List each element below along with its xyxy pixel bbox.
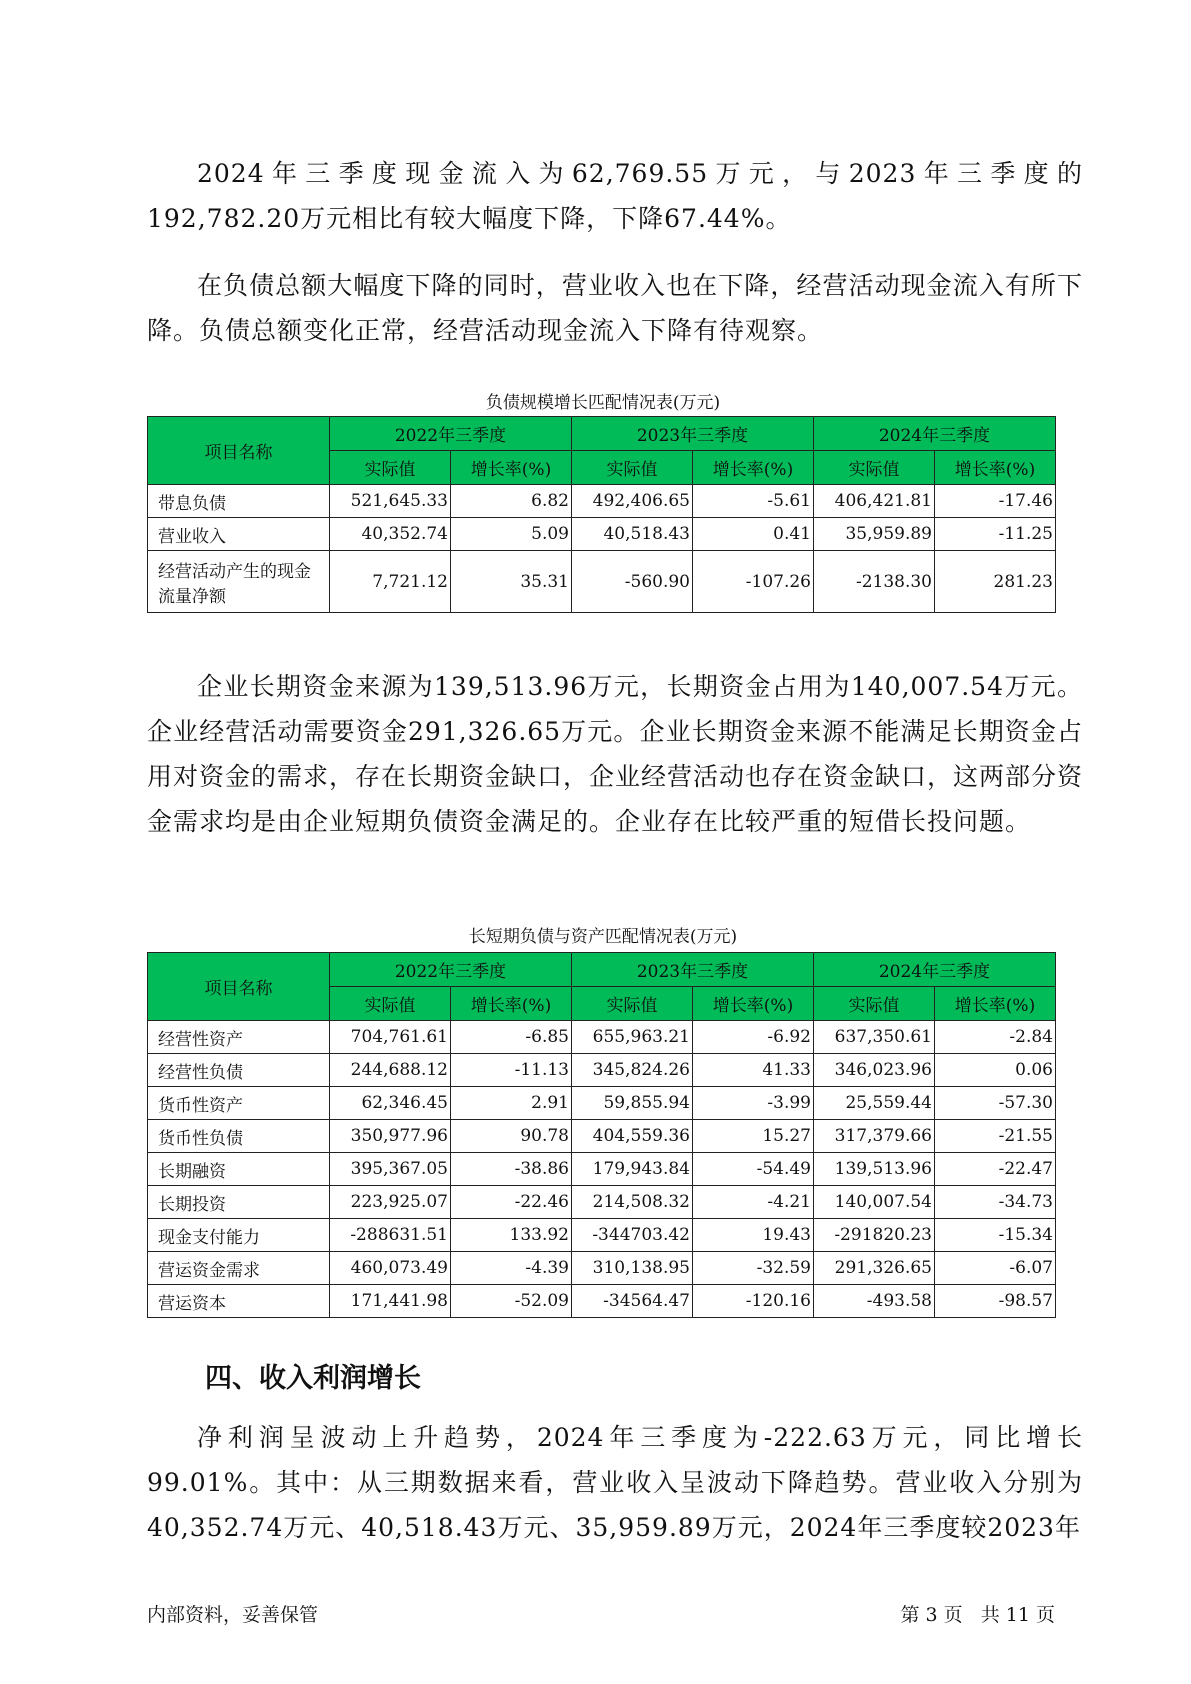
header-growth: 增长率(%) <box>935 451 1056 485</box>
actual-value-cell: 350,977.96 <box>330 1120 451 1153</box>
actual-value-cell: 655,963.21 <box>572 1021 693 1054</box>
actual-value-cell: 521,645.33 <box>330 485 451 518</box>
actual-value-cell: 346,023.96 <box>814 1054 935 1087</box>
long-short-term-match-table <box>147 952 1056 1318</box>
actual-value-cell: -291820.23 <box>814 1219 935 1252</box>
table-row <box>148 1153 1056 1186</box>
growth-rate-cell: -98.57 <box>935 1285 1056 1318</box>
actual-value-cell: 460,073.49 <box>330 1252 451 1285</box>
actual-value-cell: 317,379.66 <box>814 1120 935 1153</box>
header-growth: 增长率(%) <box>935 987 1056 1021</box>
actual-value-cell: 40,352.74 <box>330 518 451 551</box>
actual-value-cell: 310,138.95 <box>572 1252 693 1285</box>
actual-value-cell: 244,688.12 <box>330 1054 451 1087</box>
actual-value-cell: -288631.51 <box>330 1219 451 1252</box>
header-item: 项目名称 <box>148 953 330 1021</box>
growth-rate-cell: -11.13 <box>451 1054 572 1087</box>
section-heading: 四、收入利润增长 <box>205 1363 421 1394</box>
growth-rate-cell: -32.59 <box>693 1252 814 1285</box>
actual-value-cell: 140,007.54 <box>814 1186 935 1219</box>
growth-rate-cell: 5.09 <box>451 518 572 551</box>
growth-rate-cell: 90.78 <box>451 1120 572 1153</box>
growth-rate-cell: -22.46 <box>451 1186 572 1219</box>
actual-value-cell: -344703.42 <box>572 1219 693 1252</box>
growth-rate-cell: 6.82 <box>451 485 572 518</box>
row-name: 货币性负债 <box>148 1120 330 1153</box>
table-row <box>148 1285 1056 1318</box>
table-row <box>148 1021 1056 1054</box>
growth-rate-cell: -6.92 <box>693 1021 814 1054</box>
growth-rate-cell: -22.47 <box>935 1153 1056 1186</box>
header-growth: 增长率(%) <box>693 987 814 1021</box>
actual-value-cell: 7,721.12 <box>330 551 451 613</box>
growth-rate-cell: 2.91 <box>451 1087 572 1120</box>
table-row <box>148 1120 1056 1153</box>
header-period: 2023年三季度 <box>572 417 814 451</box>
header-actual: 实际值 <box>330 451 451 485</box>
growth-rate-cell: -6.85 <box>451 1021 572 1054</box>
actual-value-cell: 492,406.65 <box>572 485 693 518</box>
table-row <box>148 518 1056 551</box>
paragraph-profit-growth: 净利润呈波动上升趋势，2024年三季度为-222.63万元，同比增长99.01%。其中：从三期数据来看，营业收入呈波动下降趋势。营业收入分别为40,352.74万元、40,518.43万元、35,959.89万元，2024年三季度较2023年 <box>147 1423 1083 1542</box>
growth-rate-cell: 35.31 <box>451 551 572 613</box>
paragraph-cash-inflow: 2024年三季度现金流入为62,769.55万元，与2023年三季度的192,782.20万元相比有较大幅度下降，下降67.44%。 <box>147 159 1083 233</box>
header-period: 2024年三季度 <box>814 417 1056 451</box>
header-actual: 实际值 <box>814 987 935 1021</box>
actual-value-cell: 59,855.94 <box>572 1087 693 1120</box>
actual-value-cell: 406,421.81 <box>814 485 935 518</box>
header-period: 2022年三季度 <box>330 953 572 987</box>
growth-rate-cell: -4.39 <box>451 1252 572 1285</box>
growth-rate-cell: -2.84 <box>935 1021 1056 1054</box>
growth-rate-cell: -54.49 <box>693 1153 814 1186</box>
growth-rate-cell: -52.09 <box>451 1285 572 1318</box>
header-actual: 实际值 <box>330 987 451 1021</box>
growth-rate-cell: -57.30 <box>935 1087 1056 1120</box>
header-period: 2023年三季度 <box>572 953 814 987</box>
actual-value-cell: 40,518.43 <box>572 518 693 551</box>
table-row <box>148 551 1056 613</box>
actual-value-cell: -560.90 <box>572 551 693 613</box>
growth-rate-cell: 133.92 <box>451 1219 572 1252</box>
paragraph-debt-revenue: 在负债总额大幅度下降的同时，营业收入也在下降，经营活动现金流入有所下降。负债总额变化正常，经营活动现金流入下降有待观察。 <box>147 271 1083 345</box>
debt-scale-table <box>147 416 1056 613</box>
growth-rate-cell: 19.43 <box>693 1219 814 1252</box>
header-period: 2024年三季度 <box>814 953 1056 987</box>
paragraph-long-term-funds: 企业长期资金来源为139,513.96万元，长期资金占用为140,007.54万元。企业经营活动需要资金291,326.65万元。企业长期资金来源不能满足长期资金占用对资金的需求，存在长期资金缺口，企业经营活动也存在资金缺口，这两部分资金需求均是由企业短期负债资金满足的。企业存在比较严重的短借长投问题。 <box>147 672 1084 836</box>
actual-value-cell: 214,508.32 <box>572 1186 693 1219</box>
growth-rate-cell: -5.61 <box>693 485 814 518</box>
actual-value-cell: 404,559.36 <box>572 1120 693 1153</box>
header-period: 2022年三季度 <box>330 417 572 451</box>
actual-value-cell: 139,513.96 <box>814 1153 935 1186</box>
row-name: 长期投资 <box>148 1186 330 1219</box>
header-growth: 增长率(%) <box>451 451 572 485</box>
table-row <box>148 1087 1056 1120</box>
header-actual: 实际值 <box>814 451 935 485</box>
row-name: 经营活动产生的现金流量净额 <box>148 551 330 613</box>
actual-value-cell: 637,350.61 <box>814 1021 935 1054</box>
table-row <box>148 1252 1056 1285</box>
table-row <box>148 1186 1056 1219</box>
header-growth: 增长率(%) <box>693 451 814 485</box>
actual-value-cell: -2138.30 <box>814 551 935 613</box>
growth-rate-cell: -21.55 <box>935 1120 1056 1153</box>
growth-rate-cell: -3.99 <box>693 1087 814 1120</box>
table-row <box>148 1054 1056 1087</box>
growth-rate-cell: -4.21 <box>693 1186 814 1219</box>
actual-value-cell: 291,326.65 <box>814 1252 935 1285</box>
growth-rate-cell: 0.41 <box>693 518 814 551</box>
growth-rate-cell: -38.86 <box>451 1153 572 1186</box>
row-name: 营运资金需求 <box>148 1252 330 1285</box>
growth-rate-cell: -6.07 <box>935 1252 1056 1285</box>
row-name: 营业收入 <box>148 518 330 551</box>
row-name: 经营性负债 <box>148 1054 330 1087</box>
row-name: 营运资本 <box>148 1285 330 1318</box>
row-name: 现金支付能力 <box>148 1219 330 1252</box>
growth-rate-cell: -34.73 <box>935 1186 1056 1219</box>
table-row <box>148 485 1056 518</box>
actual-value-cell: 179,943.84 <box>572 1153 693 1186</box>
growth-rate-cell: -11.25 <box>935 518 1056 551</box>
growth-rate-cell: -107.26 <box>693 551 814 613</box>
growth-rate-cell: 41.33 <box>693 1054 814 1087</box>
growth-rate-cell: 0.06 <box>935 1054 1056 1087</box>
footer-page-number: 第 3 页 共 11 页 <box>900 1604 1055 1626</box>
actual-value-cell: 395,367.05 <box>330 1153 451 1186</box>
table2-caption: 长短期负债与资产匹配情况表(万元) <box>468 927 738 947</box>
table1-caption: 负债规模增长匹配情况表(万元) <box>485 393 721 413</box>
actual-value-cell: 62,346.45 <box>330 1087 451 1120</box>
growth-rate-cell: -17.46 <box>935 485 1056 518</box>
header-actual: 实际值 <box>572 451 693 485</box>
actual-value-cell: 704,761.61 <box>330 1021 451 1054</box>
footer-confidential: 内部资料，妥善保管 <box>147 1604 319 1626</box>
actual-value-cell: 345,824.26 <box>572 1054 693 1087</box>
header-actual: 实际值 <box>572 987 693 1021</box>
row-name: 经营性资产 <box>148 1021 330 1054</box>
header-item: 项目名称 <box>148 417 330 485</box>
table-row <box>148 1219 1056 1252</box>
growth-rate-cell: -15.34 <box>935 1219 1056 1252</box>
actual-value-cell: -34564.47 <box>572 1285 693 1318</box>
row-name: 长期融资 <box>148 1153 330 1186</box>
row-name: 货币性资产 <box>148 1087 330 1120</box>
growth-rate-cell: -120.16 <box>693 1285 814 1318</box>
row-name: 带息负债 <box>148 485 330 518</box>
actual-value-cell: -493.58 <box>814 1285 935 1318</box>
actual-value-cell: 223,925.07 <box>330 1186 451 1219</box>
growth-rate-cell: 15.27 <box>693 1120 814 1153</box>
actual-value-cell: 171,441.98 <box>330 1285 451 1318</box>
actual-value-cell: 25,559.44 <box>814 1087 935 1120</box>
growth-rate-cell: 281.23 <box>935 551 1056 613</box>
header-growth: 增长率(%) <box>451 987 572 1021</box>
actual-value-cell: 35,959.89 <box>814 518 935 551</box>
